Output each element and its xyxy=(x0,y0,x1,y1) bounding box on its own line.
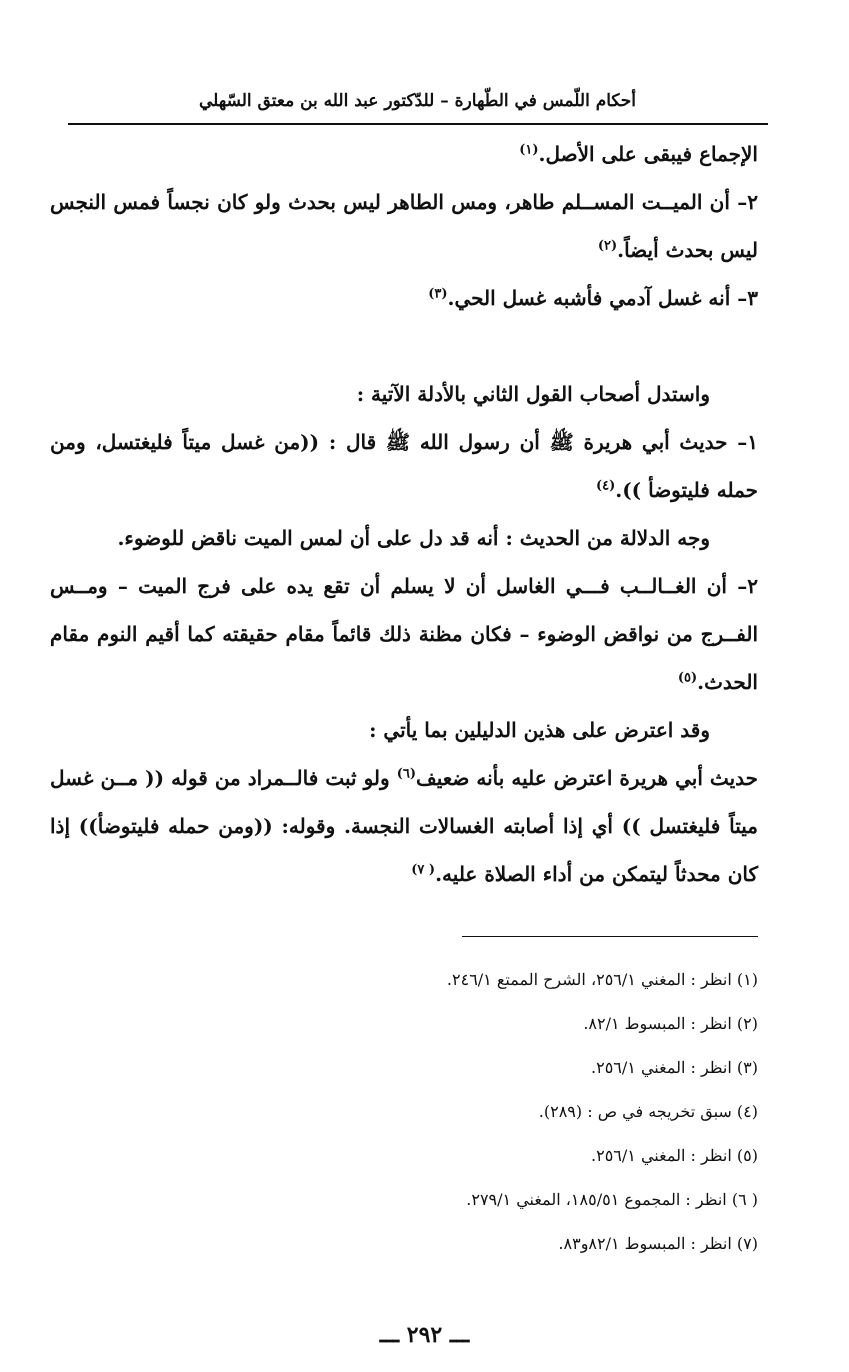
footnote-3: (٣) انظر : المغني ٢٥٦/١. xyxy=(591,1058,758,1077)
paragraph-9 xyxy=(50,754,758,898)
main-text xyxy=(50,130,758,898)
footnotes xyxy=(120,958,758,1266)
paragraph-3 xyxy=(50,274,758,322)
footnote-ref: (٦) xyxy=(396,766,416,782)
footnote-1: (١) انظر : المغني ٢٥٦/١، الشرح الممتع ٢٤٦/١. xyxy=(446,970,758,989)
paragraph-text: ولو ثبت فالــمراد من قوله (( مــن غسل ميتاً فليغتسل )) أي إذا أصابته الغسالات النجسة. وقوله: ((ومن حمله فليتوضأ)) إذا كان محدثاً ليتمكن من أداء الصلاة عليه. xyxy=(50,766,758,886)
paragraph-text: ٢– أن الغــالــب فـــي الغاسل أن لا يسلم أن تقع يده على فرج الميت – ومــس الفــرج من نواقض الوضوء – فكان مظنة ذلك قائماً مقام حقيقته كما أقيم النوم مقام الحدث. xyxy=(50,574,758,694)
page-number: ـــ ٢٩٢ ـــ xyxy=(379,1322,470,1348)
paragraph-7 xyxy=(50,562,758,706)
footnote-7: (٧) انظر : المبسوط ٨٢/١و٨٣. xyxy=(558,1234,758,1253)
paragraph-text: وجه الدلالة من الحديث : أنه قد دل على أن لمس الميت ناقض للوضوء. xyxy=(117,526,710,550)
header-divider xyxy=(68,123,768,125)
footnote-divider xyxy=(462,936,758,937)
footnote-2: (٢) انظر : المبسوط ٨٢/١. xyxy=(583,1014,758,1033)
footnote-6: ( ٦) انظر : المجموع ١٨٥/٥١، المغني ٢٧٩/١. xyxy=(466,1190,758,1209)
paragraph-5 xyxy=(50,418,758,514)
footnote-ref: (١) xyxy=(519,142,539,158)
footnote-ref: (٣) xyxy=(428,286,448,302)
paragraph-text: واستدل أصحاب القول الثاني بالأدلة الآتية : xyxy=(356,382,710,406)
footnote-ref: (٤) xyxy=(595,478,616,494)
footnote-5: (٥) انظر : المغني ٢٥٦/١. xyxy=(591,1146,758,1165)
running-header: أحكام اللّمس في الطّهارة – للدّكتور عبد الله بن معتق السّهلي xyxy=(198,91,637,111)
paragraph-2 xyxy=(50,178,758,274)
footnote-ref: (٥) xyxy=(677,670,698,686)
footnote-ref: ( ٧) xyxy=(411,862,436,878)
footnote-4: (٤) سبق تخريجه في ص : (٢٨٩). xyxy=(538,1102,758,1121)
paragraph-1 xyxy=(50,130,758,178)
paragraph-6 xyxy=(50,514,758,562)
paragraph-text: ١– حديث أبي هريرة ﷺ أن رسول الله ﷺ قال : ((من غسل ميتاً فليغتسل، ومن حمله فليتوضأ )). xyxy=(50,430,758,502)
footnote-ref: (٢) xyxy=(597,238,618,254)
paragraph-text: حديث أبي هريرة اعترض عليه بأنه ضعيف xyxy=(415,766,758,790)
paragraph-4 xyxy=(50,370,758,418)
paragraph-text: الإجماع فيبقى على الأصل. xyxy=(538,142,758,166)
paragraph-8 xyxy=(50,706,758,754)
paragraph-text: وقد اعترض على هذين الدليلين بما يأتي : xyxy=(369,718,710,742)
paragraph-text: ٢– أن الميــت المســلم طاهر، ومس الطاهر ليس بحدث ولو كان نجساً فمس النجس ليس بحدث أيضاً. xyxy=(50,190,758,262)
paragraph-text: ٣– أنه غسل آدمي فأشبه غسل الحي. xyxy=(447,286,758,310)
